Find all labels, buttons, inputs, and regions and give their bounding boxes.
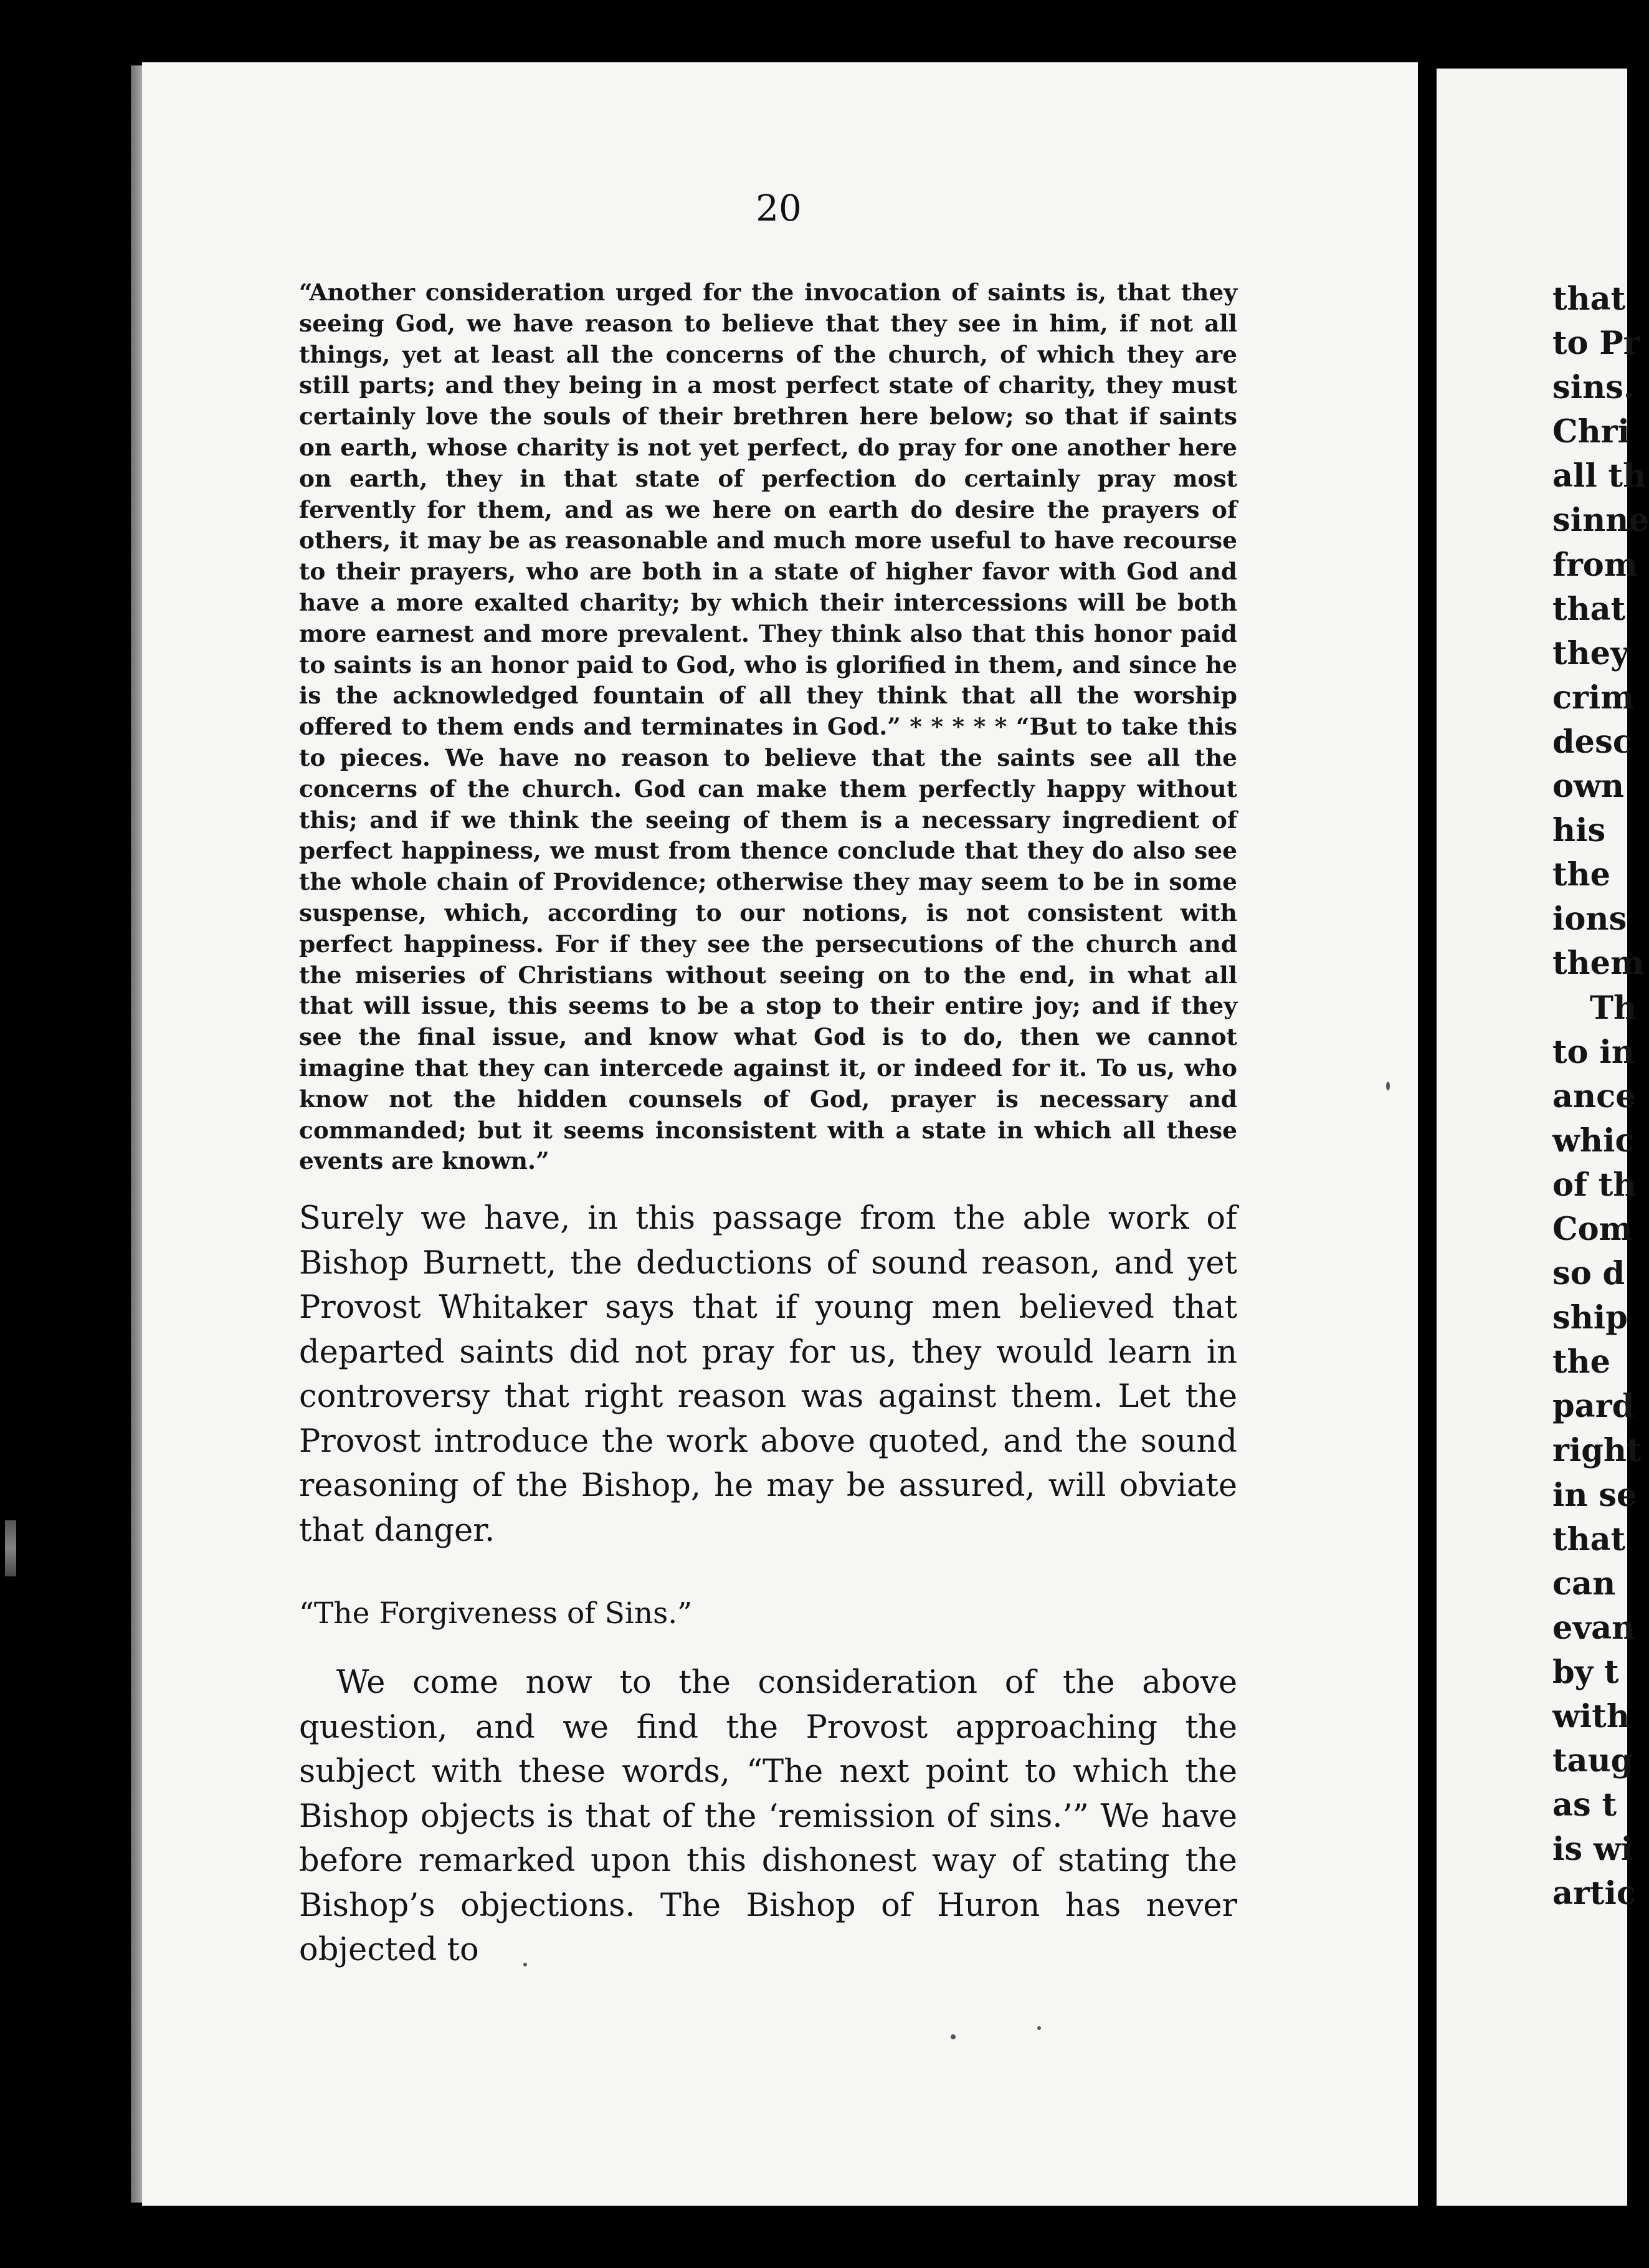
facing-line: that bbox=[1552, 1520, 1626, 1558]
facing-line: to in bbox=[1552, 1033, 1635, 1071]
facing-line: ship bbox=[1552, 1299, 1628, 1337]
facing-line: right bbox=[1552, 1432, 1642, 1470]
facing-line: that bbox=[1552, 590, 1626, 628]
paragraph-forgiveness: We come now to the consideration of the above question, and we find the Provost approaching the subject with these words, “The next point to which the Bishop objects is that of the ‘remission of sins.’” We have before remarked upon this dishonest way of stating the Bishop’s objections. The Bishop of Huron has never objected to bbox=[299, 1664, 1237, 1968]
facing-line: from bbox=[1552, 546, 1638, 584]
facing-line: of th bbox=[1552, 1166, 1637, 1204]
facing-page-column bbox=[1552, 277, 1649, 1916]
facing-line: pard bbox=[1552, 1388, 1635, 1426]
facing-line: is wi bbox=[1552, 1831, 1633, 1869]
facing-line: they bbox=[1552, 634, 1629, 672]
section-heading: “The Forgiveness of Sins.” bbox=[299, 1596, 693, 1631]
facing-line: Chri bbox=[1552, 413, 1630, 451]
quoted-passage: “Another consideration urged for the invocation of saints is, that they seeing God, we have reason to believe that they see in him, if not all things, yet at least all the concerns of the church, of which they are still parts; and they being in a most perfect state of charity, they must certainly love the souls of their brethren here below; so that if saints on earth, whose charity is not yet perfect, do pray for one another here on earth, they in that state of perfection do certainly pray most fervently for them, and as we here on earth do desire the prayers of others, it may be as reasonable and much more useful to have recourse to their prayers, who are both in a state of higher favor with God and have a more exalted charity; by which their intercessions will be both more earnest and more prevalent. They think also that this honor paid to saints is an honor paid to God, who is glorified in them, and since he is the acknowledged fountain of all they think that all the worship offered to them ends and terminates in God.” * * * * * “But to take this to pieces. We have no reason to believe that the saints see all the concerns of the church. God can make them perfectly happy without this; and if we think the seeing of them is a necessary ingredient of perfect happiness, we must from thence conclude that they do also see the whole chain of Providence; otherwise they may seem to be in some suspense, which, according to our notions, is not consistent with perfect happiness. For if they see the persecutions of the church and the miseries of Christians without seeing on to the end, in what all that will issue, this seems to be a stop to their entire joy; and if they see the final issue, and know what God is to do, then we cannot imagine that they can intercede against it, or indeed for it. To us, who know not the hidden counsels of God, prayer is necessary and commanded; but it seems inconsistent with a state in which all these events are known.” bbox=[299, 279, 1237, 1175]
facing-line: by t bbox=[1552, 1653, 1619, 1691]
facing-line: to Pr bbox=[1552, 325, 1640, 363]
facing-line: Com bbox=[1552, 1210, 1633, 1248]
facing-line: all th bbox=[1552, 457, 1647, 495]
facing-line: evan bbox=[1552, 1609, 1635, 1647]
facing-line: with bbox=[1552, 1698, 1630, 1735]
ink-speck bbox=[523, 1963, 527, 1966]
ink-speck bbox=[951, 2034, 956, 2039]
facing-line: ions bbox=[1552, 900, 1627, 938]
margin-mark bbox=[5, 1520, 16, 1576]
facing-line: Th bbox=[1590, 989, 1637, 1027]
facing-line: whic bbox=[1552, 1122, 1635, 1160]
ink-speck bbox=[1386, 1082, 1390, 1090]
facing-line: the bbox=[1552, 856, 1611, 894]
facing-line: that bbox=[1552, 280, 1626, 318]
paragraph-burnett: Surely we have, in this passage from the able work of Bishop Burnett, the deductions of sound reason, and yet Provost Whitaker says that if young men believed that departed saints did not pray for us, they would learn in controversy that right reason was against them. Let the Provost introduce the work above quoted, and the sound reasoning of the Bishop, he may be assured, will obviate that danger. bbox=[299, 1200, 1237, 1549]
facing-line: as t bbox=[1552, 1786, 1617, 1824]
facing-line: in se bbox=[1552, 1476, 1637, 1514]
facing-line: can bbox=[1552, 1565, 1616, 1603]
facing-line: sins. bbox=[1552, 369, 1635, 407]
facing-line: artic bbox=[1552, 1875, 1636, 1913]
facing-line: taug bbox=[1552, 1742, 1633, 1780]
facing-line: own bbox=[1552, 768, 1624, 806]
facing-line: so d bbox=[1552, 1255, 1625, 1293]
page-number: 20 bbox=[756, 187, 802, 229]
facing-line: sinne bbox=[1552, 502, 1649, 540]
facing-line: the bbox=[1552, 1343, 1611, 1381]
facing-line: crim bbox=[1552, 679, 1635, 717]
ink-speck bbox=[1037, 2026, 1041, 2030]
facing-line: ance bbox=[1552, 1077, 1636, 1115]
facing-line: desc bbox=[1552, 723, 1632, 761]
facing-line: them bbox=[1552, 945, 1645, 983]
facing-line: his bbox=[1552, 812, 1606, 850]
